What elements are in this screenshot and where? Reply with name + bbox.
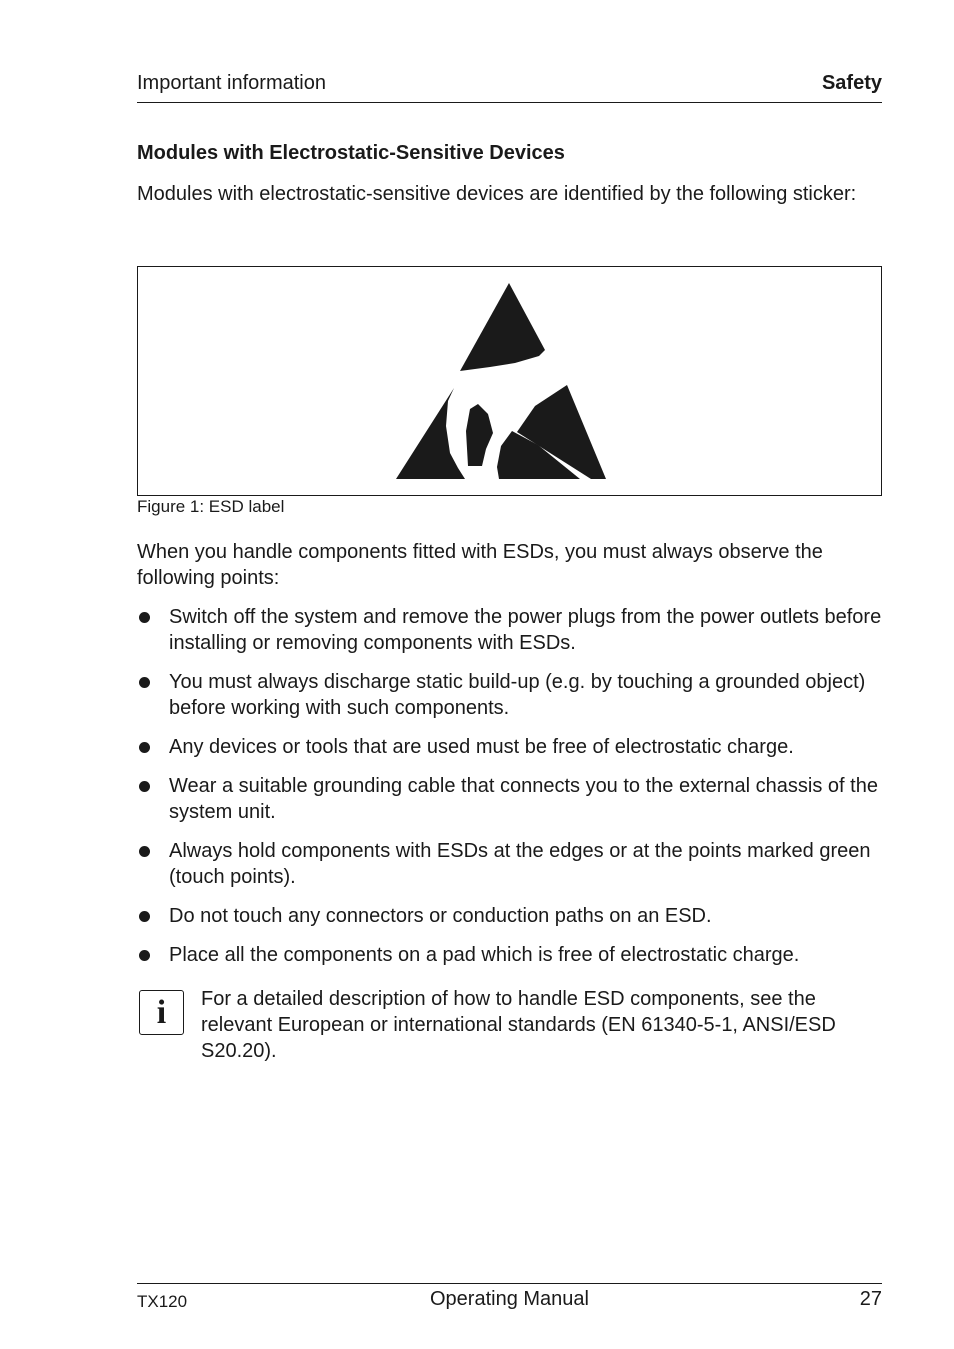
list-item (137, 604, 882, 656)
list-item (137, 734, 882, 760)
list-item (137, 903, 882, 929)
list-item-text: Any devices or tools that are used must be free of electrostatic charge. (169, 736, 794, 758)
intro-paragraph: Modules with electrostatic-sensitive devices are identified by the following sticker: (137, 183, 857, 205)
precautions-list (137, 604, 882, 981)
section-title: Modules with Electrostatic-Sensitive Devices (137, 142, 565, 164)
page-number: 27 (859, 1288, 882, 1310)
esd-warning-icon (396, 281, 610, 483)
list-item-text: Place all the components on a pad which is free of electrostatic charge. (169, 944, 800, 966)
bullet-icon (139, 612, 150, 623)
bullet-icon (139, 846, 150, 857)
page-header (137, 72, 882, 103)
bullet-icon (139, 781, 150, 792)
footer-model: TX120 (137, 1292, 188, 1311)
list-item-text: Do not touch any connectors or conduction paths on an ESD. (169, 905, 712, 927)
page-footer (137, 1283, 882, 1314)
figure-box (137, 266, 882, 496)
footer-title: Operating Manual (430, 1288, 589, 1310)
list-item-text: Switch off the system and remove the power plugs from the power outlets before installing or removing components with ESDs. (169, 606, 882, 654)
list-item (137, 838, 882, 890)
list-item-text: You must always discharge static build-up (e.g. by touching a grounded object) before working with such components. (169, 671, 866, 719)
info-note-text: For a detailed description of how to handle ESD components, see the relevant European or international standards (EN 61340-5-1, ANSI/ESD S20.20). (201, 988, 836, 1062)
list-item (137, 773, 882, 825)
list-item-text: Always hold components with ESDs at the edges or at the points marked green (touch points). (169, 840, 871, 888)
list-item (137, 669, 882, 721)
info-icon: i (139, 990, 184, 1035)
bullet-icon (139, 911, 150, 922)
list-item (137, 942, 882, 968)
instructions-paragraph: When you handle components fitted with ESDs, you must always observe the following points: (137, 541, 823, 589)
figure-caption: Figure 1: ESD label (137, 497, 285, 516)
bullet-icon (139, 677, 150, 688)
list-item-text: Wear a suitable grounding cable that connects you to the external chassis of the system unit. (169, 775, 878, 823)
header-section: Important information (137, 72, 326, 94)
bullet-icon (139, 950, 150, 961)
header-chapter: Safety (821, 72, 882, 94)
bullet-icon (139, 742, 150, 753)
